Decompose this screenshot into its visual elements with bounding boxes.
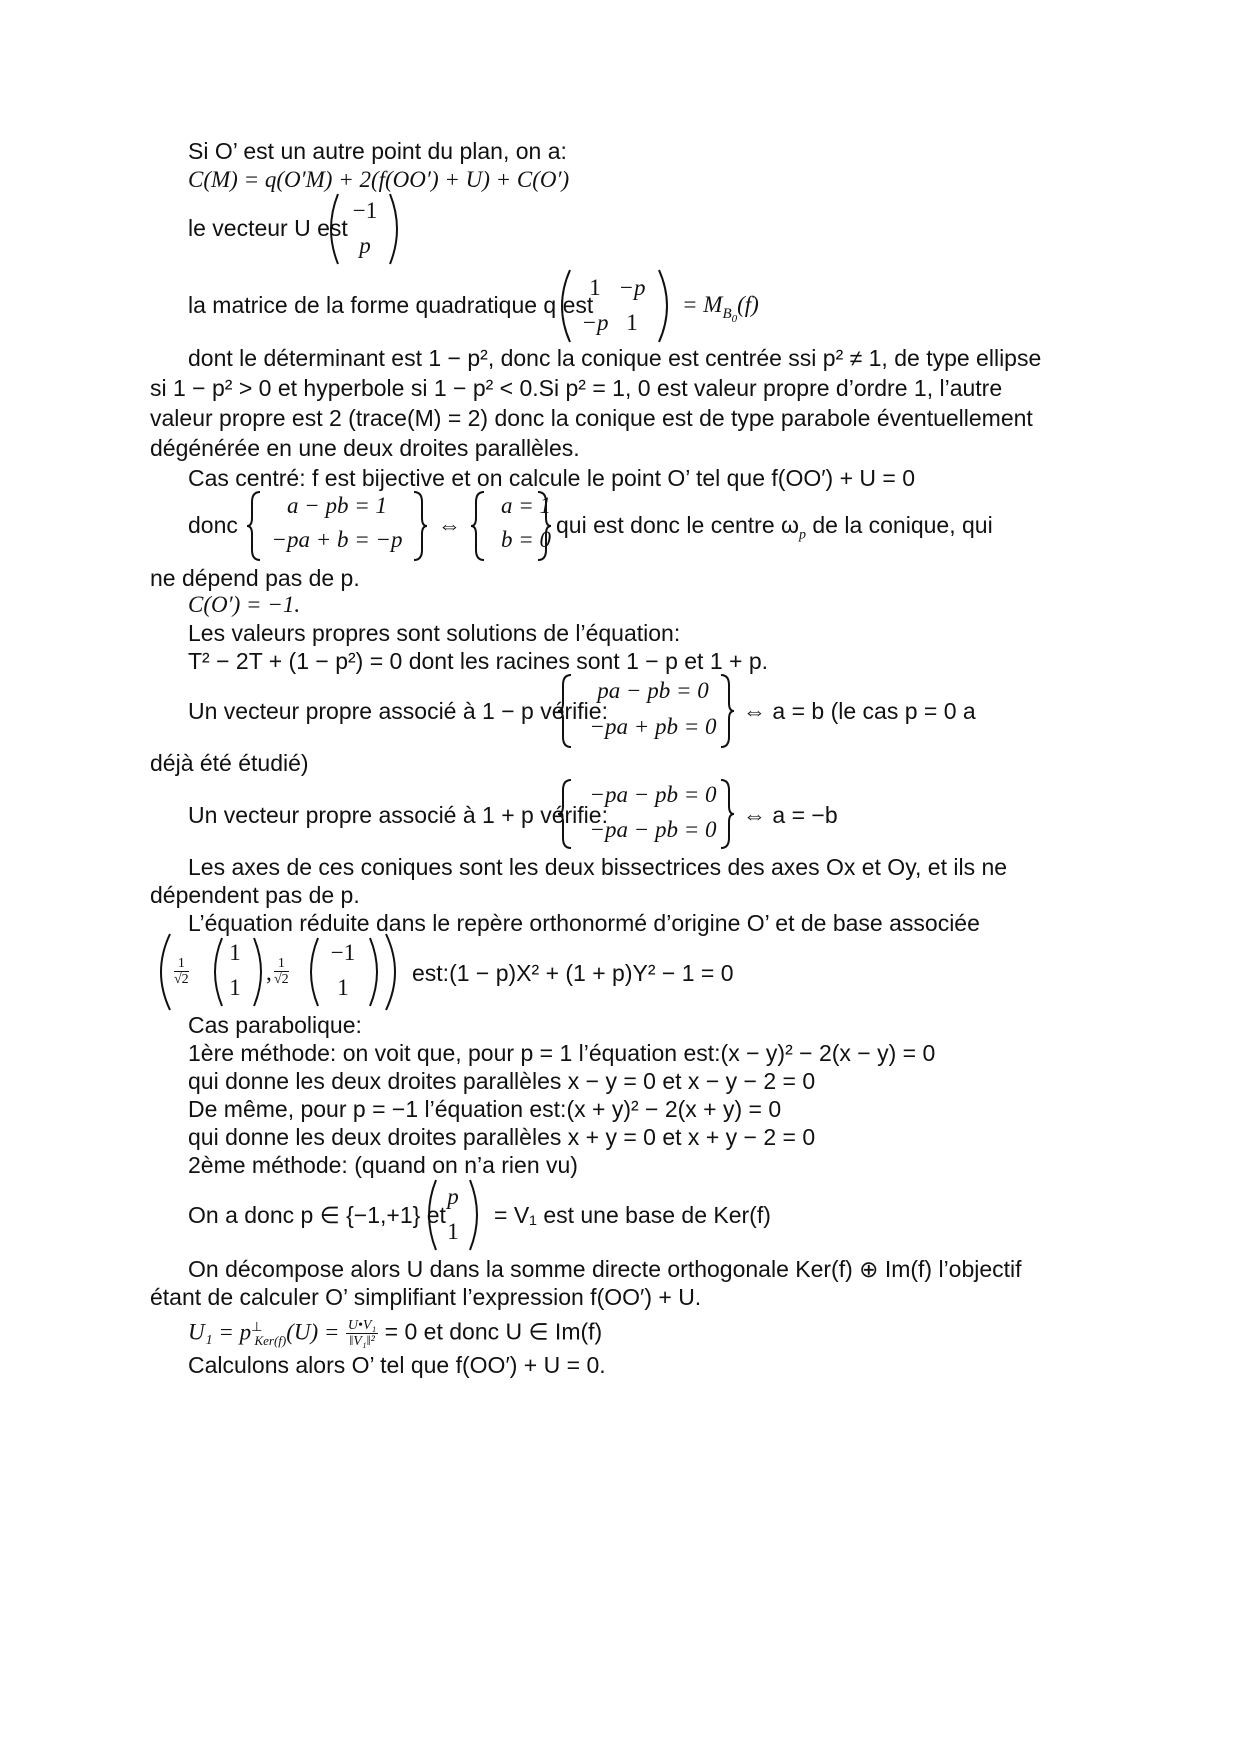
matrix-entry: −p [618, 275, 646, 300]
left-paren-icon [150, 932, 172, 1012]
system-equation: −pa − pb = 0 [589, 817, 717, 842]
vector-entry: −1 [352, 198, 378, 223]
text-line: L’équation réduite dans le repère orthonormé d’origine O’ et de base associée [188, 910, 980, 936]
text-line: Un vecteur propre associé à 1 − p vérifie: [188, 698, 608, 724]
text-line: si 1 − p² > 0 et hyperbole si 1 − p² < 0.Si p² = 1, 0 est valeur propre d’ordre 1, l’autre [150, 375, 1003, 401]
left-brace-icon [557, 778, 573, 850]
text-line: qui donne les deux droites parallèles x + y = 0 et x + y − 2 = 0 [188, 1124, 816, 1150]
right-paren-icon [657, 268, 677, 344]
equation-line: C(O′) = −1. [188, 592, 301, 617]
left-brace-icon [246, 490, 262, 562]
text-line: dépendent pas de p. [150, 882, 360, 908]
text-line: est:(1 − p)X² + (1 + p)Y² − 1 = 0 [412, 960, 734, 986]
text-line: Les valeurs propres sont solutions de l’équation: [188, 620, 681, 646]
equation-line: C(M) = q(O′M) + 2(f(OO′) + U) + C(O′) [188, 167, 570, 192]
right-brace-icon [719, 673, 735, 749]
text-line: Calculons alors O’ tel que f(OO′) + U = 0. [188, 1352, 606, 1378]
fraction: $\frac{1}{√2}$ [274, 956, 289, 987]
system-equation: b = 0 [500, 527, 552, 552]
text-line: qui donne les deux droites parallèles x − y = 0 et x − y − 2 = 0 [188, 1068, 816, 1094]
matrix-entry: 1 [589, 275, 601, 300]
right-brace-icon [719, 778, 735, 850]
left-brace-icon [470, 490, 486, 562]
equivalence-icon: ⇔ [438, 512, 461, 538]
system-equation: a = 1 [500, 493, 552, 518]
text-line: T² − 2T + (1 − p²) = 0 dont les racines sont 1 − p et 1 + p. [188, 648, 769, 674]
text-line: Un vecteur propre associé à 1 + p vérifie: [188, 802, 608, 828]
text-line: donc [188, 512, 238, 538]
left-paren-icon [322, 192, 340, 266]
vector-entry: p [359, 233, 371, 258]
system-equation: pa − pb = 0 [597, 678, 709, 703]
left-paren-icon [552, 268, 572, 344]
right-paren-icon [384, 932, 406, 1012]
text-line: Les axes de ces coniques sont les deux bissectrices des axes Ox et Oy, et ils ne [188, 854, 1008, 880]
right-paren-icon [468, 1178, 486, 1252]
system-equation: a − pb = 1 [286, 493, 388, 518]
fraction: $\frac{1}{√2}$ [174, 956, 189, 987]
vector-entry: −1 [330, 940, 356, 965]
text-line: étant de calculer O’ simplifiant l’expression f(OO′) + U. [150, 1284, 702, 1310]
text-line: De même, pour p = −1 l’équation est:(x + y)² − 2(x + y) = 0 [188, 1096, 782, 1122]
vector-entry: p [447, 1184, 459, 1209]
text-line: 2ème méthode: (quand on n’a rien vu) [188, 1152, 578, 1178]
text-line: ⇔ a = −b [743, 802, 838, 828]
system-equation: −pa + pb = 0 [589, 714, 717, 739]
text-line: valeur propre est 2 (trace(M) = 2) donc la conique est de type parabole éventuellement [150, 405, 1033, 431]
comma: , [266, 960, 272, 985]
text-line: le vecteur U est [188, 215, 348, 241]
vector-entry: 1 [337, 975, 349, 1000]
text-line: dont le déterminant est 1 − p², donc la conique est centrée ssi p² ≠ 1, de type ellipse [188, 345, 1042, 371]
right-brace-icon [536, 490, 552, 562]
right-paren-icon [388, 192, 406, 266]
left-paren-icon [420, 1178, 438, 1252]
text-line: ne dépend pas de p. [150, 565, 360, 591]
text-line: On décompose alors U dans la somme directe orthogonale Ker(f) ⊕ Im(f) l’objectif [188, 1256, 1022, 1282]
equation-line: = $M_{B_0}(f)$ [682, 292, 759, 325]
text-line: ⇔ a = b (le cas p = 0 a [743, 698, 976, 724]
system-equation: −pa − pb = 0 [589, 782, 717, 807]
vector-entry: 1 [229, 940, 241, 965]
text-line: Cas parabolique: [188, 1012, 362, 1038]
text-line: qui est donc le centre $\omega_p$ de la conique, qui [556, 512, 993, 543]
text-line: la matrice de la forme quadratique q est [188, 292, 594, 318]
text-line: 1ère méthode: on voit que, pour p = 1 l’équation est:(x − y)² − 2(x − y) = 0 [188, 1040, 936, 1066]
text-line: déjà été étudié) [150, 750, 309, 776]
equation-line: $U_1 = p^\perp_{Ker(f)}(U)$ = $\frac{\text{U•V₁}}{\text{‖V₁‖²}}$ = 0 et donc U ∈ Im(f) [188, 1318, 603, 1350]
text-line: Cas centré: f est bijective et on calcule le point O’ tel que f(OO′) + U = 0 [188, 465, 916, 491]
left-brace-icon [557, 673, 573, 749]
text-line: Si O’ est un autre point du plan, on a: [188, 138, 567, 164]
text-line: = V₁ est une base de Ker(f) [494, 1202, 771, 1228]
system-equation: −pa + b = −p [271, 527, 403, 552]
vector-entry: 1 [229, 975, 241, 1000]
text-line: On a donc p ∈ {−1,+1} et [188, 1202, 446, 1228]
text-line: dégénérée en une deux droites parallèles. [150, 435, 580, 461]
vector-entry: 1 [447, 1219, 459, 1244]
matrix-entry: 1 [626, 310, 638, 335]
matrix-entry: −p [581, 310, 609, 335]
right-brace-icon [412, 490, 428, 562]
